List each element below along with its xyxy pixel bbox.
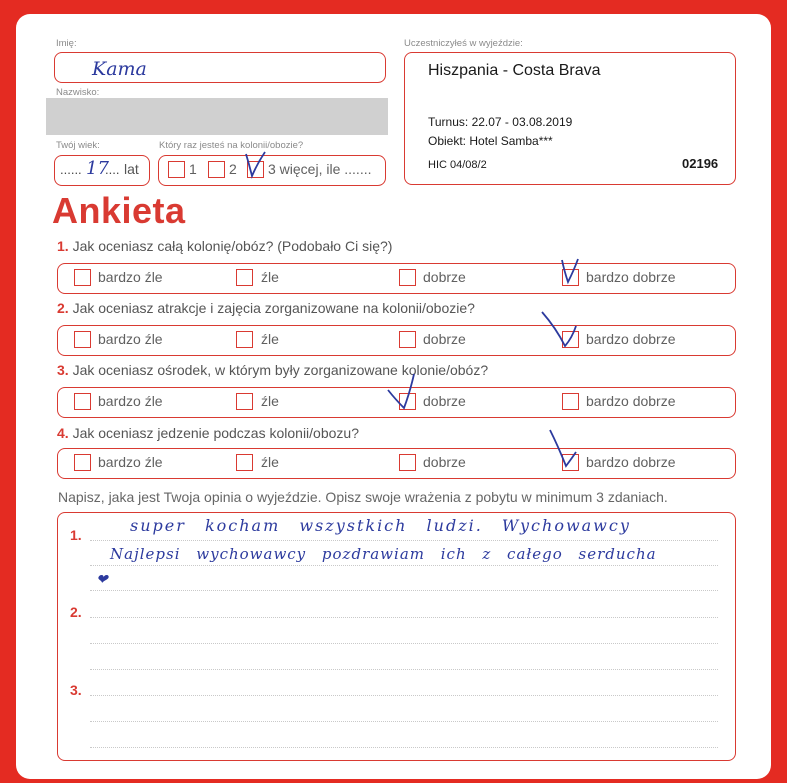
opinion-line <box>90 617 718 618</box>
age-dots-left: ...... <box>60 162 82 177</box>
q2-checkmark-icon <box>538 308 584 352</box>
opinion-number-1: 1. <box>70 527 82 543</box>
age-value: 17 <box>86 158 109 179</box>
opinion-line <box>90 721 718 722</box>
opinion-line <box>90 540 718 541</box>
opinion-number-2: 2. <box>70 604 82 620</box>
q3-label-dobrze: dobrze <box>423 393 466 409</box>
q3-checkbox-zle[interactable] <box>236 393 253 410</box>
opinion-prompt: Napisz, jaka jest Twoja opinia o wyjeździe. Opisz swoje wrażenia z pobytu w minimum 3 zdaniach. <box>58 489 668 505</box>
times-option-1: 1 <box>189 161 197 177</box>
times-option-3: 3 więcej, ile ....... <box>268 161 372 177</box>
q2-label-dobrze: dobrze <box>423 331 466 347</box>
age-dots-right: .... <box>105 162 120 177</box>
q2-label-bardzo-dobrze: bardzo dobrze <box>586 331 676 347</box>
opinion-line <box>90 669 718 670</box>
times-option-2: 2 <box>229 161 237 177</box>
q3-checkbox-bardzo-dobrze[interactable] <box>562 393 579 410</box>
q1-label-bardzo-dobrze: bardzo dobrze <box>586 269 676 285</box>
age-label: Twój wiek: <box>56 140 100 151</box>
handwritten-line-1: super kocham wszystkich ludzi. Wychowawcy <box>130 516 631 535</box>
question-3-text: Jak oceniasz ośrodek, w którym były zorganizowane kolonie/obóz? <box>72 362 489 378</box>
q1-checkmark-icon <box>558 256 584 288</box>
q1-label-bardzo-zle: bardzo źle <box>98 269 163 285</box>
q2-label-bardzo-zle: bardzo źle <box>98 331 163 347</box>
surname-redaction <box>46 98 388 135</box>
handwritten-line-3: ❤ <box>96 572 108 588</box>
trip-turnus: Turnus: 22.07 - 03.08.2019 <box>428 115 573 129</box>
q3-label-bardzo-dobrze: bardzo dobrze <box>586 393 676 409</box>
q3-checkmark-icon <box>384 370 420 414</box>
q1-label-zle: źle <box>261 269 279 285</box>
q1-checkbox-zle[interactable] <box>236 269 253 286</box>
handwritten-line-2: Najlepsi wychowawcy pozdrawiam ich z całego serducha <box>110 545 657 563</box>
times-label: Który raz jesteś na kolonii/obozie? <box>159 140 304 151</box>
participant-label: Uczestniczyłeś w wyjeździe: <box>404 38 523 49</box>
q3-label-zle: źle <box>261 393 279 409</box>
trip-destination: Hiszpania - Costa Brava <box>428 62 601 79</box>
q2-checkbox-zle[interactable] <box>236 331 253 348</box>
surname-label: Nazwisko: <box>56 87 100 98</box>
question-1-text: Jak oceniasz całą kolonię/obóz? (Podobało Ci się?) <box>72 238 393 254</box>
age-unit: lat <box>124 161 139 177</box>
q4-label-bardzo-dobrze: bardzo dobrze <box>586 454 676 470</box>
q1-checkbox-bardzo-zle[interactable] <box>74 269 91 286</box>
opinion-line <box>90 643 718 644</box>
q3-checkbox-bardzo-zle[interactable] <box>74 393 91 410</box>
opinion-line <box>90 590 718 591</box>
q4-checkmark-icon <box>546 426 582 472</box>
question-4-text: Jak oceniasz jedzenie podczas kolonii/obozu? <box>72 425 359 441</box>
opinion-line <box>90 695 718 696</box>
q2-checkbox-dobrze[interactable] <box>399 331 416 348</box>
question-4 <box>57 425 359 441</box>
times-checkbox-1[interactable] <box>168 161 185 178</box>
question-3 <box>57 362 488 378</box>
q4-label-dobrze: dobrze <box>423 454 466 470</box>
q2-label-zle: źle <box>261 331 279 347</box>
question-4-number: 4. <box>57 425 69 441</box>
times-checkmark-icon <box>243 150 269 182</box>
trip-code: HIC 04/08/2 <box>428 159 487 171</box>
trip-number: 02196 <box>682 156 719 171</box>
opinion-line <box>90 565 718 566</box>
times-checkbox-2[interactable] <box>208 161 225 178</box>
opinion-number-3: 3. <box>70 682 82 698</box>
q4-label-bardzo-zle: bardzo źle <box>98 454 163 470</box>
name-label: Imię: <box>56 38 77 49</box>
question-2-text: Jak oceniasz atrakcje i zajęcia zorganizowane na kolonii/obozie? <box>72 300 475 316</box>
survey-title: Ankieta <box>52 190 186 231</box>
q4-checkbox-zle[interactable] <box>236 454 253 471</box>
trip-object: Obiekt: Hotel Samba*** <box>428 134 553 148</box>
q4-label-zle: źle <box>261 454 279 470</box>
q1-label-dobrze: dobrze <box>423 269 466 285</box>
q4-checkbox-dobrze[interactable] <box>399 454 416 471</box>
q3-label-bardzo-zle: bardzo źle <box>98 393 163 409</box>
q2-checkbox-bardzo-zle[interactable] <box>74 331 91 348</box>
question-3-number: 3. <box>57 362 69 378</box>
question-1 <box>57 238 392 254</box>
q1-checkbox-dobrze[interactable] <box>399 269 416 286</box>
q4-checkbox-bardzo-zle[interactable] <box>74 454 91 471</box>
opinion-line <box>90 747 718 748</box>
question-2 <box>57 300 475 316</box>
question-1-number: 1. <box>57 238 69 254</box>
name-value: Kama <box>92 58 147 80</box>
question-2-number: 2. <box>57 300 69 316</box>
